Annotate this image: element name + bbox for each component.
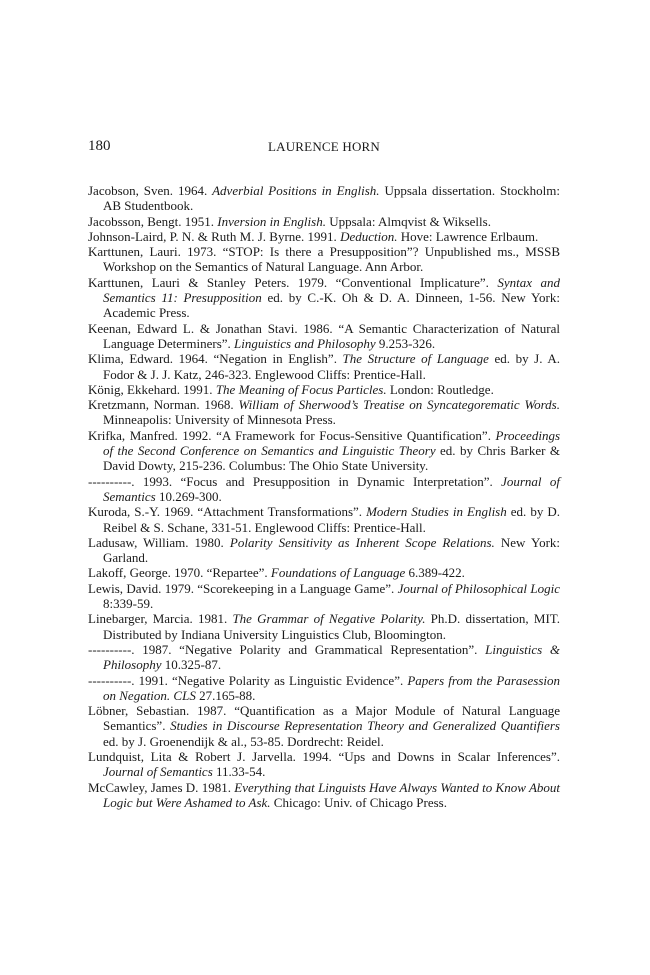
reference-entry: Lakoff, George. 1970. “Repartee”. Foundations of Language 6.389-422. [88, 565, 465, 581]
page-header [88, 138, 560, 158]
reference-entry: Jacobsson, Bengt. 1951. Inversion in English. Uppsala: Almqvist & Wiksells. [88, 213, 491, 229]
reference-entry: Kretzmann, Norman. 1968. William of Sherwood’s Treatise on Syncategorematic Words. Minneapolis: University of Minnesota Press. [88, 397, 560, 428]
reference-entry: König, Ekkehard. 1991. The Meaning of Focus Particles. London: Routledge. [88, 381, 494, 397]
page-number: 180 [88, 138, 111, 154]
reference-entry: Jacobson, Sven. 1964. Adverbial Positions in English. Uppsala dissertation. Stockholm: AB Studentbook. [88, 183, 560, 214]
reference-entry: Lewis, David. 1979. “Scorekeeping in a Language Game”. Journal of Philosophical Logic 8:339-59. [88, 580, 560, 612]
reference-entry: Ladusaw, William. 1980. Polarity Sensitivity as Inherent Scope Relations. New York: Garland. [88, 534, 561, 566]
reference-entry: Karttunen, Lauri & Stanley Peters. 1979. “Conventional Implicature”. Syntax and Semantics 11: Presupposition ed. by C.-K. Oh & D. A. Dinneen, 1-56. New York: Academic Press. [88, 274, 560, 321]
reference-entry: ----------. 1987. “Negative Polarity and Grammatical Representation”. Linguistics & Philosophy 10.325-87. [88, 641, 560, 673]
reference-entry: Löbner, Sebastian. 1987. “Quantification as a Major Module of Natural Language Semantics”. Studies in Discourse Representation Theory and Generalized Quantifiers ed. by J. Groenendijk & al., 53-85. Dordrecht: Reidel. [88, 703, 560, 749]
reference-entry: Karttunen, Lauri. 1973. “STOP: Is there a Presupposition”? Unpublished ms., MSSB Workshop on the Semantics of Natural Language. Ann Arbor. [88, 244, 560, 275]
reference-list [88, 183, 560, 810]
reference-entry: ----------. 1993. “Focus and Presupposition in Dynamic Interpretation”. Journal of Semantics 10.269-300. [88, 473, 560, 504]
reference-entry: McCawley, James D. 1981. Everything that Linguists Have Always Wanted to Know About Logic but Were Ashamed to Ask. Chicago: Univ. of Chicago Press. [88, 779, 560, 810]
reference-entry: Johnson-Laird, P. N. & Ruth M. J. Byrne. 1991. Deduction. Hove: Lawrence Erlbaum. [88, 228, 539, 244]
reference-entry: Keenan, Edward L. & Jonathan Stavi. 1986. “A Semantic Characterization of Natural Language Determiners”. Linguistics and Philosophy 9.253-326. [88, 320, 560, 351]
reference-entry: Klima, Edward. 1964. “Negation in English”. The Structure of Language ed. by J. A. Fodor & J. J. Katz, 246-323. Englewood Cliffs: Prentice-Hall. [88, 351, 561, 382]
reference-entry: Lundquist, Lita & Robert J. Jarvella. 1994. “Ups and Downs in Scalar Inferences”. Journal of Semantics 11.33-54. [88, 748, 560, 780]
running-head: LAURENCE HORN [267, 139, 380, 154]
reference-entry: Krifka, Manfred. 1992. “A Framework for Focus-Sensitive Quantification”. Proceedings of the Second Conference on Semantics and Linguistic Theory ed. by Chris Barker & David Dowty, 215-236. Columbus: The Ohio State University. [88, 427, 560, 474]
reference-entry: Kuroda, S.-Y. 1969. “Attachment Transformations”. Modern Studies in English ed. by D. Reibel & S. Schane, 331-51. Englewood Cliffs: Prentice-Hall. [88, 504, 560, 535]
reference-entry: Linebarger, Marcia. 1981. The Grammar of Negative Polarity. Ph.D. dissertation, MIT. Distributed by Indiana University Linguistics Club, Bloomington. [88, 611, 561, 642]
reference-entry: ----------. 1991. “Negative Polarity as Linguistic Evidence”. Papers from the Parasession on Negation. CLS 27.165-88. [88, 672, 560, 703]
